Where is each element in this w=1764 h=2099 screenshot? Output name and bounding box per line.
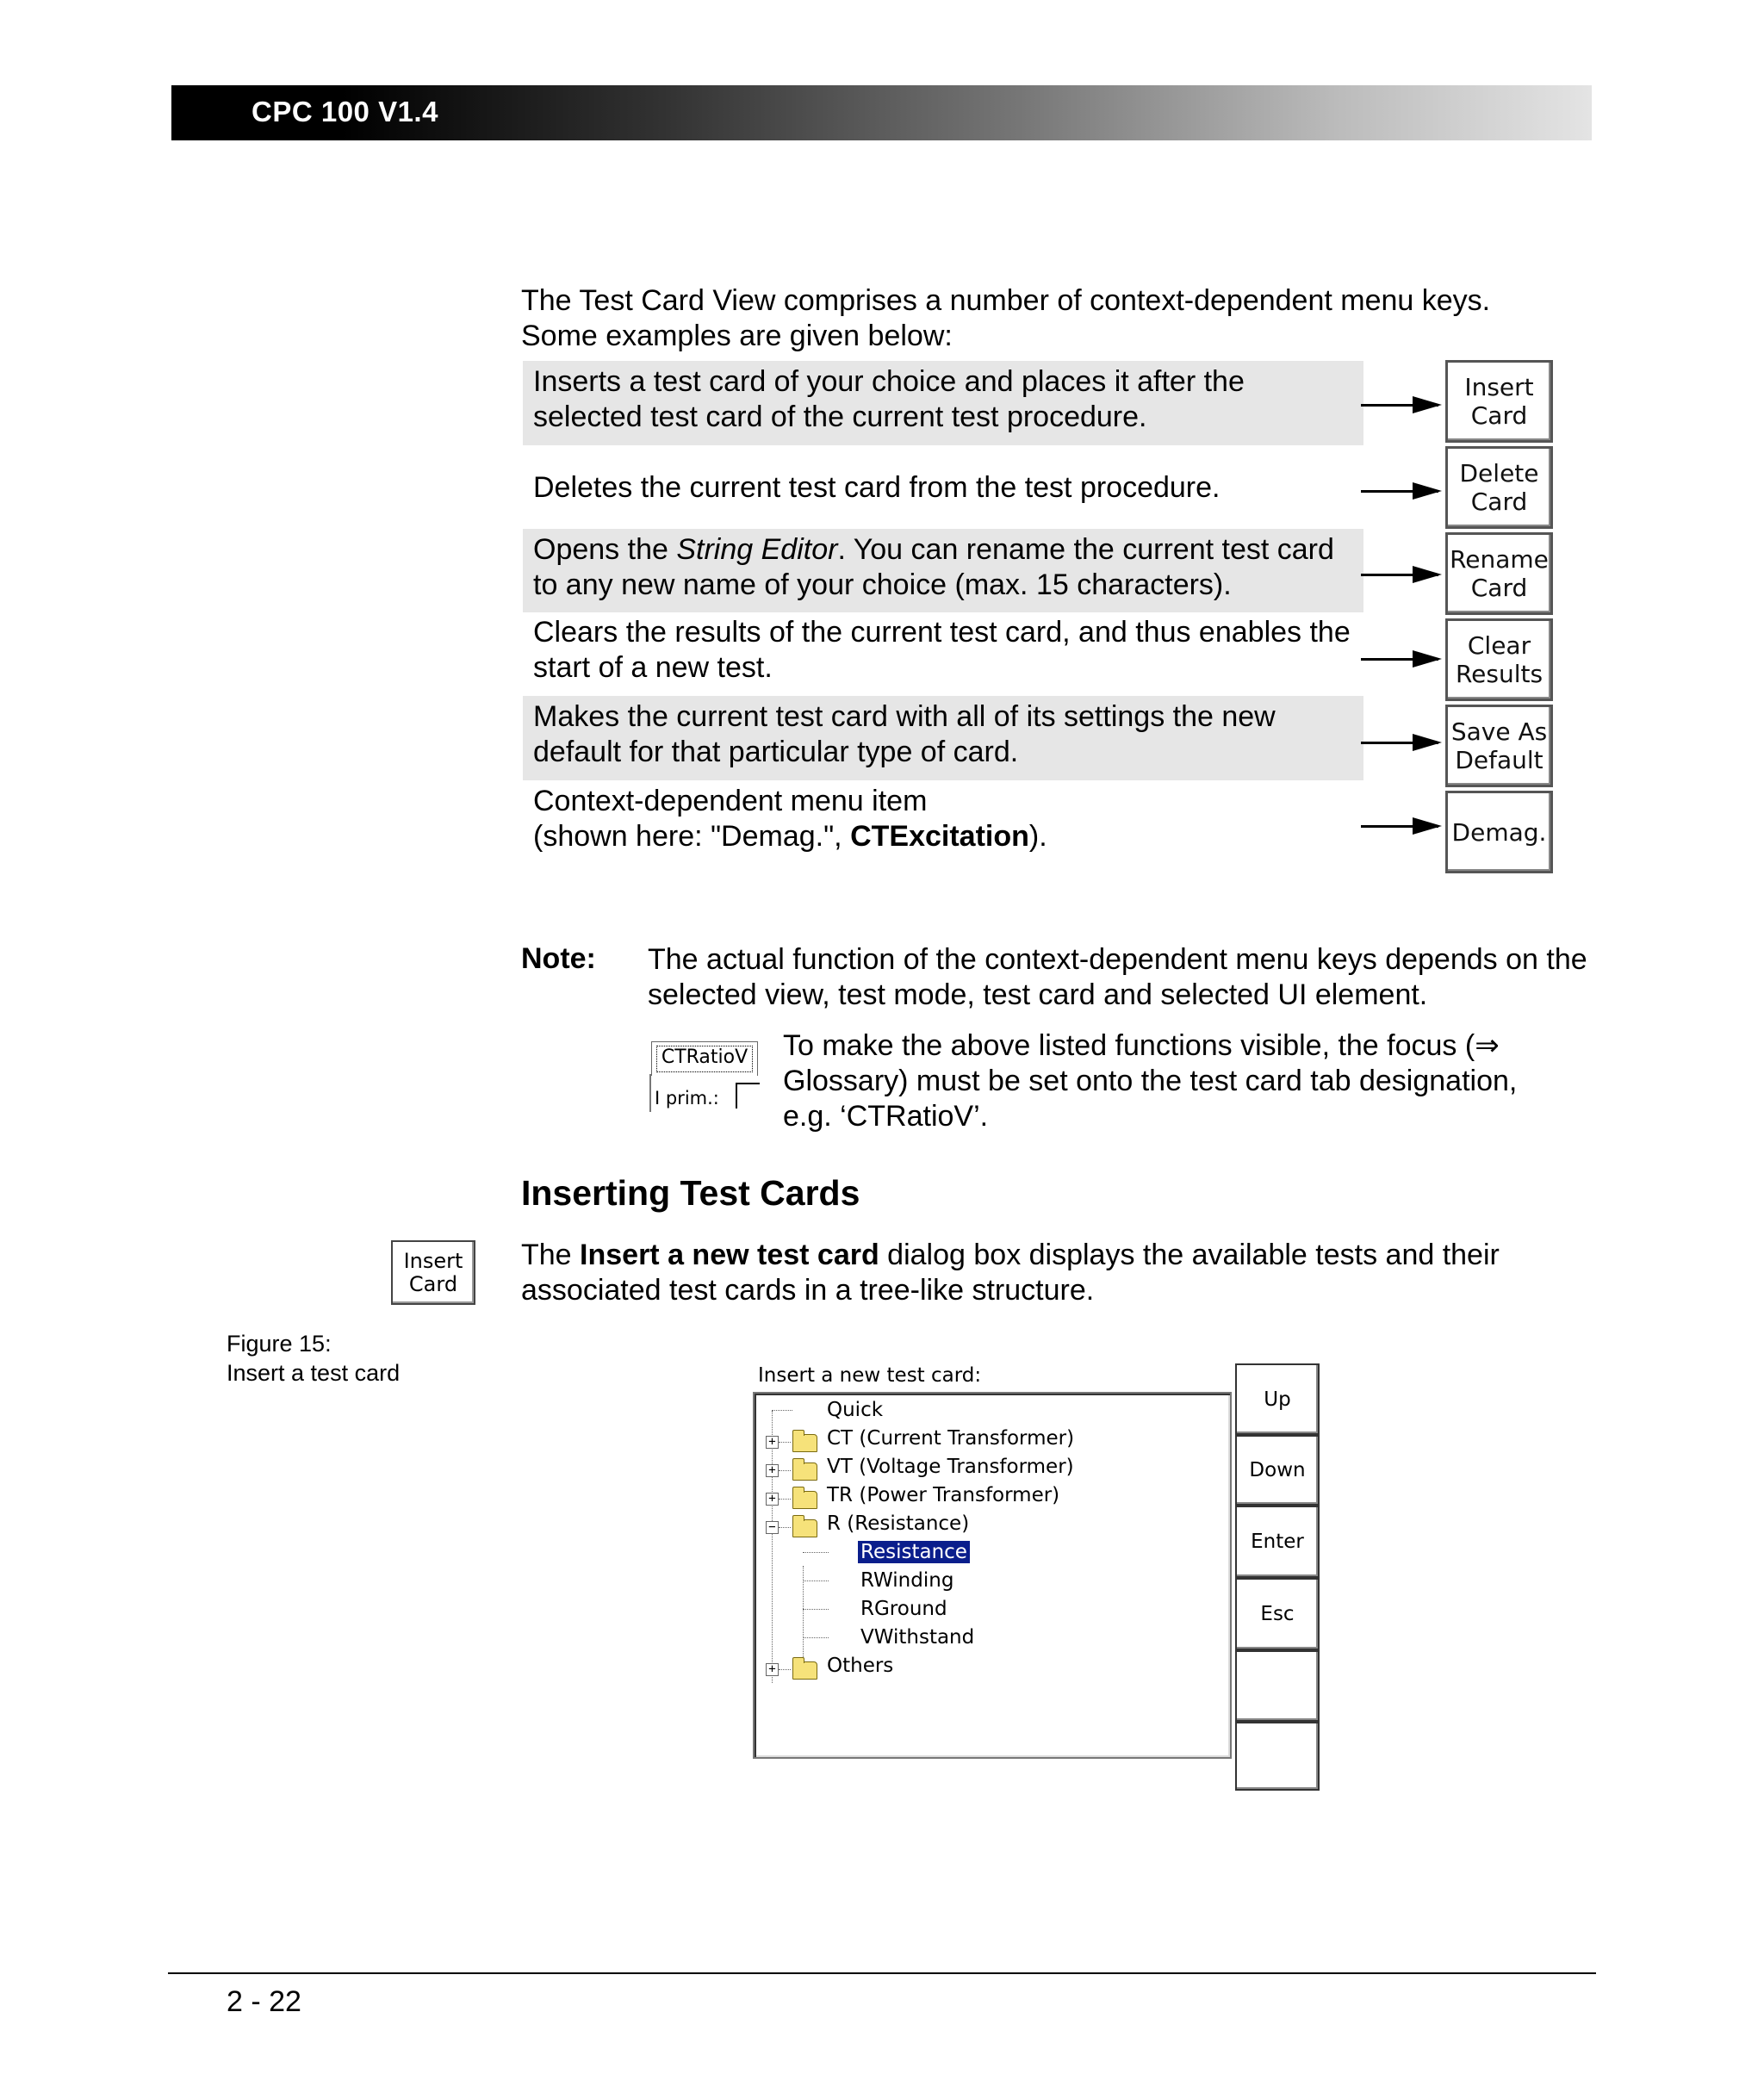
- intro-line-1: The Test Card View comprises a number of context-dependent menu keys.: [521, 284, 1491, 317]
- page-number: 2 - 22: [227, 1985, 301, 2018]
- expand-plus-icon[interactable]: +: [766, 1493, 779, 1506]
- folder-icon: [792, 1661, 817, 1680]
- arrow-icon: [1361, 574, 1438, 576]
- tree-line: [803, 1552, 829, 1553]
- esc-button[interactable]: Esc: [1235, 1578, 1320, 1650]
- down-button[interactable]: Down: [1235, 1435, 1320, 1506]
- arrow-icon: [1361, 404, 1438, 407]
- note-text: The actual function of the context-dependent menu keys depends on the selected view, test mode, test card and selected UI element.: [648, 943, 1587, 1011]
- tree-line: [803, 1609, 829, 1610]
- tree-line: [779, 1442, 791, 1443]
- collapse-minus-icon[interactable]: −: [766, 1521, 779, 1534]
- insert-card-key-image: Insert Card: [391, 1240, 475, 1305]
- tree-item-vt[interactable]: VT (Voltage Transformer): [827, 1456, 1074, 1478]
- insert-dialog-description: The Insert a new test card dialog box displays the available tests and their associated test cards in a tree-like structure.: [521, 1239, 1500, 1307]
- arrow-icon: [1361, 490, 1438, 493]
- empty-key-button[interactable]: [1235, 1650, 1320, 1722]
- tab-border: [649, 1074, 651, 1112]
- expand-plus-icon[interactable]: +: [766, 1464, 779, 1477]
- tree-line: [772, 1411, 773, 1683]
- header-title: CPC 100 V1.4: [252, 96, 438, 127]
- tree-item-rwinding[interactable]: RWinding: [860, 1569, 954, 1592]
- intro-line-2: Some examples are given below:: [521, 320, 953, 352]
- rename-card-description: Opens the String Editor. You can rename the current test card to any new name of your choice (max. 15 characters).: [523, 529, 1363, 612]
- tree-line: [772, 1410, 792, 1411]
- delete-card-button[interactable]: Delete Card: [1445, 446, 1553, 529]
- tree-line: [779, 1527, 791, 1528]
- tree-line: [803, 1580, 829, 1581]
- delete-card-description: Deletes the current test card from the test procedure.: [533, 471, 1221, 504]
- tree-line: [779, 1669, 791, 1670]
- folder-icon: [792, 1491, 817, 1509]
- header-bar: [171, 85, 1592, 140]
- arrow-icon: [1361, 825, 1438, 828]
- enter-button[interactable]: Enter: [1235, 1506, 1320, 1578]
- ctratio-tab[interactable]: [651, 1041, 758, 1076]
- empty-key-button[interactable]: [1235, 1722, 1320, 1791]
- section-heading: Inserting Test Cards: [521, 1173, 860, 1213]
- tree-line: [803, 1566, 804, 1669]
- up-button[interactable]: Up: [1235, 1363, 1320, 1435]
- save-as-default-button[interactable]: Save As Default: [1445, 705, 1553, 787]
- figure-caption: Figure 15: Insert a test card: [227, 1331, 401, 1386]
- folder-icon: [792, 1434, 817, 1452]
- clear-results-description: Clears the results of the current test card, and thus enables the start of a new test.: [533, 616, 1351, 684]
- arrow-icon: [1361, 658, 1438, 661]
- insert-card-description: Inserts a test card of your choice and places it after the selected test card of the current test procedure.: [523, 361, 1363, 445]
- tree-line: [779, 1470, 791, 1471]
- tree-item-tr[interactable]: TR (Power Transformer): [827, 1484, 1060, 1506]
- tree-line: [803, 1637, 829, 1638]
- ctratio-tab-label: CTRatioV: [661, 1046, 748, 1068]
- open-folder-icon: [792, 1519, 817, 1537]
- context-menu-item-description: Context-dependent menu item (shown here: "Demag.", CTExcitation).: [533, 785, 1047, 853]
- footer-rule: [168, 1972, 1596, 1974]
- insert-card-button[interactable]: Insert Card: [1445, 360, 1553, 443]
- rename-card-button[interactable]: Rename Card: [1445, 532, 1553, 615]
- tree-item-ct[interactable]: CT (Current Transformer): [827, 1427, 1075, 1450]
- tree-item-others[interactable]: Others: [827, 1655, 894, 1677]
- tree-line: [779, 1499, 791, 1500]
- folder-icon: [792, 1462, 817, 1481]
- tree-item-vwithstand[interactable]: VWithstand: [860, 1626, 975, 1649]
- clear-results-button[interactable]: Clear Results: [1445, 618, 1553, 701]
- expand-plus-icon[interactable]: +: [766, 1436, 779, 1449]
- arrow-icon: [1361, 742, 1438, 744]
- test-card-tree[interactable]: [753, 1392, 1232, 1759]
- demag-button[interactable]: Demag.: [1445, 791, 1553, 873]
- expand-plus-icon[interactable]: +: [766, 1663, 779, 1676]
- focus-rect: [656, 1046, 753, 1072]
- focus-note: To make the above listed functions visible, the focus (⇒ Glossary) must be set onto the test card tab designation, e.g. ‘CTRatioV’.: [783, 1029, 1518, 1133]
- dialog-label: Insert a new test card:: [758, 1364, 982, 1387]
- tree-item-r[interactable]: R (Resistance): [827, 1512, 970, 1535]
- iprim-field[interactable]: [736, 1083, 760, 1108]
- iprim-label: I prim.:: [655, 1088, 719, 1108]
- tree-item-quick[interactable]: Quick: [827, 1399, 884, 1421]
- note-label: Note:: [521, 942, 596, 975]
- save-as-default-description: Makes the current test card with all of its settings the new default for that particular type of card.: [523, 696, 1363, 780]
- tree-item-resistance[interactable]: Resistance: [858, 1539, 970, 1565]
- tree-item-rground[interactable]: RGround: [860, 1598, 947, 1620]
- ctratio-tab-widget: [649, 1040, 761, 1112]
